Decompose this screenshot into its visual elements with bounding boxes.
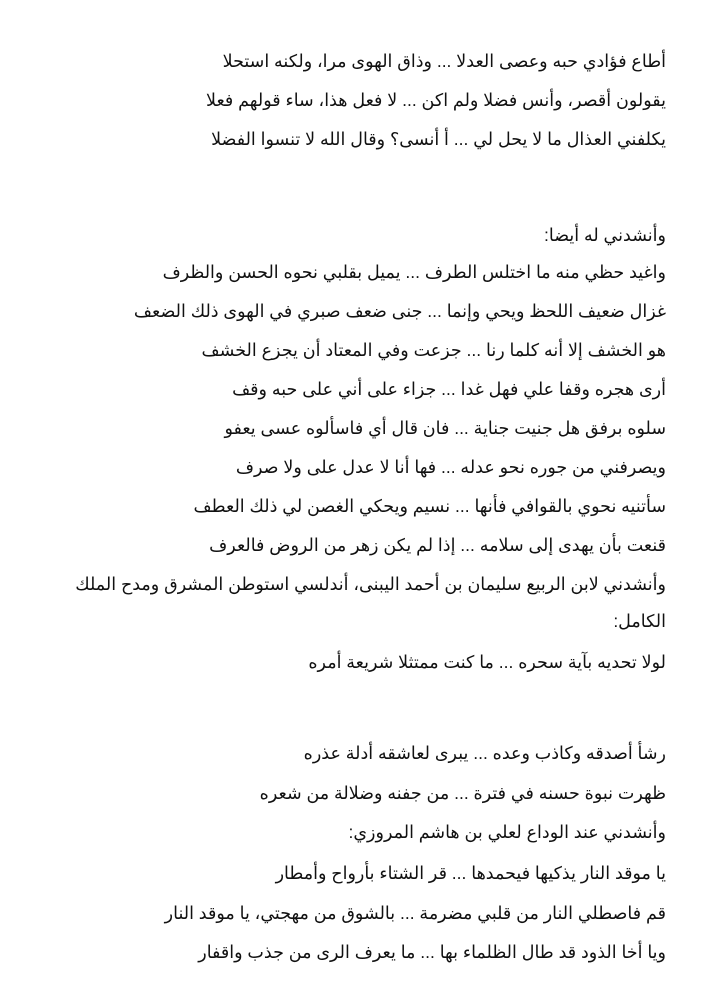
poem-line: أرى هجره وقفا علي فهل غدا ... جزاء على أني على حبه وقف — [232, 379, 666, 399]
poem-line: سلوه برفق هل جنيت جناية ... فان قال أي فاسألوه عسى يعفو — [224, 418, 666, 438]
poem-line: رشأ أصدقه وكاذب وعده ... يبرى لعاشقه أدلة عذره — [303, 743, 666, 763]
attribution-line: وأنشدني عند الوداع لعلي بن هاشم المروزي: — [348, 822, 666, 842]
poem-line: قنعت بأن يهدى إلى سلامه ... إذا لم يكن زهر من الروض فالعرف — [209, 535, 666, 555]
poem-line: ويصرفني من جوره نحو عدله ... فها أنا لا عدل على ولا صرف — [235, 457, 666, 477]
poem-line: قم فاصطلي النار من قلبي مضرمة ... بالشوق من مهجتي، يا موقد النار — [164, 903, 666, 923]
poem-line: غزال ضعيف اللحظ ويحي وإنما ... جنى ضعف صبري في الهوى ذلك الضعف — [133, 301, 666, 321]
poem-line: يقولون أقصر، وأنس فضلا ولم اكن ... لا فعل هذا، ساء قولهم فعلا — [206, 90, 666, 110]
attribution-line: وأنشدني لابن الربيع سليمان بن أحمد اليبنى، أندلسي استوطن المشرق ومدح الملك — [75, 574, 666, 594]
poem-line: ظهرت نبوة حسنه في فترة ... من جفنه وضلالة من شعره — [259, 783, 666, 803]
poem-line: ويا أخا الذود قد طال الظلماء بها ... ما يعرف الرى من جذب واقفار — [198, 942, 666, 962]
attribution-line: الكامل: — [613, 611, 666, 631]
poem-line: يا موقد النار يذكيها فيحمدها ... قر الشتاء بأرواح وأمطار — [275, 863, 666, 883]
attribution-line: وأنشدني له أيضا: — [544, 225, 666, 245]
poem-line: أطاع فؤادي حبه وعصى العدلا ... وذاق الهوى مرا، ولكنه استحلا — [222, 51, 666, 71]
poem-line: واغيد حظي منه ما اختلس الطرف ... يميل بقلبي نحوه الحسن والظرف — [162, 262, 666, 282]
poem-line: يكلفني العذال ما لا يحل لي ... أ أنسى؟ وقال الله لا تنسوا الفضلا — [211, 129, 666, 149]
poem-line: هو الخشف إلا أنه كلما رنا ... جزعت وفي المعتاد أن يجزع الخشف — [201, 340, 666, 360]
poem-line: سأتنيه نحوي بالقوافي فأنها ... نسيم ويحكي الغصن لي ذلك العطف — [193, 496, 666, 516]
poem-line: لولا تحديه بآية سحره ... ما كنت ممتثلا شريعة أمره — [308, 652, 666, 672]
